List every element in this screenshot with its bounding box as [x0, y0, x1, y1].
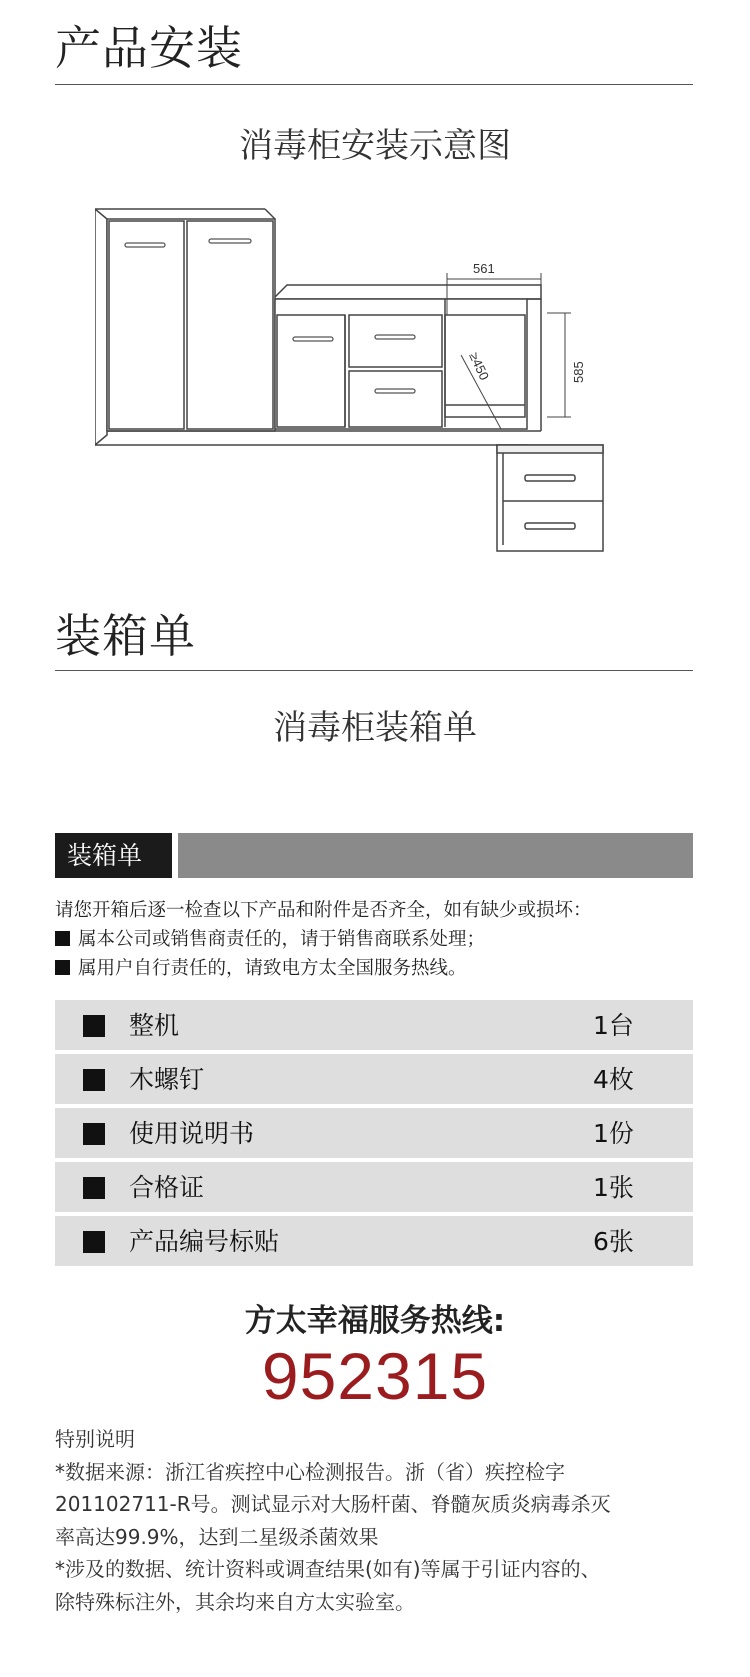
notes-line: 除特殊标注外，其余均来自方太实验室。 — [55, 1589, 415, 1614]
item-name: 产品编号标贴 — [129, 1227, 280, 1256]
item-qty: 4枚 — [593, 1065, 634, 1094]
square-bullet-icon — [55, 960, 70, 975]
item-name: 木螺钉 — [129, 1065, 205, 1094]
item-qty: 1台 — [593, 1011, 634, 1040]
packing-row — [55, 1054, 693, 1104]
packing-bar-label: 装箱单 — [55, 833, 172, 878]
item-qty: 1份 — [593, 1119, 634, 1148]
dim-height: 585 — [571, 361, 586, 383]
notes-line: *涉及的数据、统计资料或调查结果(如有)等属于引证内容的、 — [55, 1557, 601, 1581]
intro-bullet-text: 属用户自行责任的，请致电方太全国服务热线。 — [78, 958, 467, 979]
square-bullet-icon — [83, 1069, 105, 1091]
install-heading-rule — [55, 84, 693, 85]
packing-intro — [55, 896, 695, 983]
square-bullet-icon — [83, 1231, 105, 1253]
packing-heading-rule — [55, 670, 693, 671]
square-bullet-icon — [55, 931, 70, 946]
packing-row — [55, 1162, 693, 1212]
notes-line: 201102711-R号。测试显示对大肠杆菌、脊髓灰质炎病毒杀灭 — [55, 1492, 611, 1516]
intro-bullet — [55, 954, 695, 983]
dim-width: 561 — [473, 261, 495, 276]
item-qty: 6张 — [593, 1227, 634, 1256]
square-bullet-icon — [83, 1177, 105, 1199]
hotline-number: 952315 — [261, 1339, 489, 1413]
intro-bullet-text: 属本公司或销售商责任的，请于销售商联系处理； — [78, 929, 486, 950]
dim-depth: ≥450 — [466, 349, 493, 383]
item-name: 整机 — [129, 1011, 180, 1040]
item-name: 使用说明书 — [129, 1119, 255, 1148]
notes-title: 特别说明 — [55, 1427, 135, 1451]
packing-row — [55, 1000, 693, 1050]
packing-title: 消毒柜装箱单 — [273, 708, 477, 748]
packing-bar-fill — [178, 833, 693, 878]
packing-row — [55, 1216, 693, 1266]
packing-list — [55, 1000, 693, 1270]
notes-line: *数据来源：浙江省疾控中心检测报告。浙（省）疾控检字 — [55, 1459, 565, 1484]
intro-bullet — [55, 925, 695, 954]
special-notes — [55, 1423, 715, 1618]
installation-diagram — [95, 205, 615, 560]
install-heading: 产品安装 — [55, 21, 243, 75]
hotline-label: 方太幸福服务热线: — [244, 1303, 506, 1339]
intro-line: 请您开箱后逐一检查以下产品和附件是否齐全，如有缺少或损坏： — [55, 900, 592, 921]
packing-row — [55, 1108, 693, 1158]
notes-line: 率高达99.9%，达到二星级杀菌效果 — [55, 1524, 379, 1549]
diagram-title: 消毒柜安装示意图 — [239, 126, 511, 166]
item-qty: 1张 — [593, 1173, 634, 1202]
square-bullet-icon — [83, 1015, 105, 1037]
packing-heading: 装箱单 — [55, 609, 196, 663]
square-bullet-icon — [83, 1123, 105, 1145]
item-name: 合格证 — [129, 1173, 205, 1202]
